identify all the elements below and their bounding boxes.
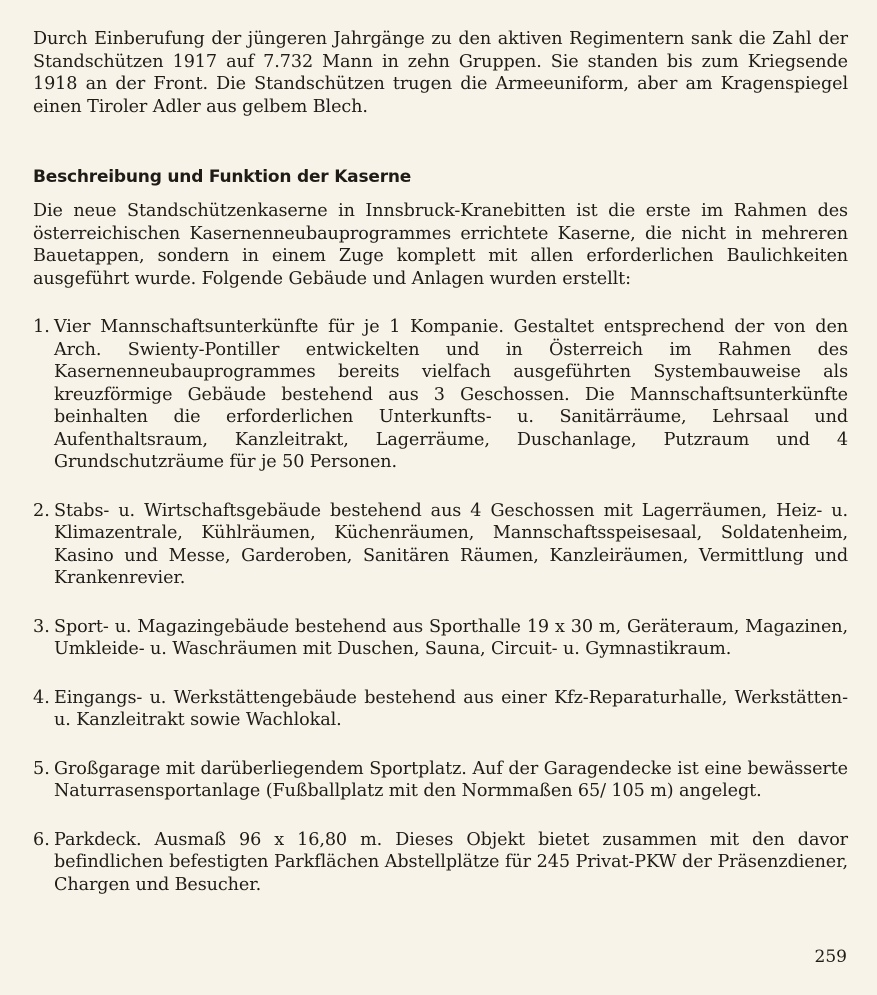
list-item-number: 3. [33, 616, 50, 637]
list-item-text: Parkdeck. Ausmaß 96 x 16,80 m. Dieses Objekt bietet zusammen mit den davor befindlichen befestigten Parkflächen Abstellplätze für 245 Privat-PKW der Präsenzdiener, Chargen und Besucher. [54, 829, 848, 895]
list-item-number: 5. [33, 758, 50, 779]
list-item [33, 500, 848, 590]
section-paragraph: Die neue Standschützenkaserne in Innsbruck-Kranebitten ist die erste im Rahmen des österreichischen Kasernenneubauprogrammes errichtete Kaserne, die nicht in mehreren Bauetappen, sondern in einem Zuge komplett mit allen erforderlichen Baulichkeiten ausgeführt wurde. Folgende Gebäude und Anlagen wurden erstellt: [33, 201, 848, 289]
intro-paragraph: Durch Einberufung der jüngeren Jahrgänge zu den aktiven Regimentern sank die Zahl der Standschützen 1917 auf 7.732 Mann in zehn Gruppen. Sie standen bis zum Kriegsende 1918 an der Front. Die Standschützen trugen die Armeeuniform, aber am Kragenspiegel einen Tiroler Adler aus gelbem Blech. [33, 29, 848, 117]
list-item [33, 687, 848, 732]
list-item-number: 6. [33, 829, 50, 850]
list-item-text: Großgarage mit darüberliegendem Sportplatz. Auf der Garagendecke ist eine bewässerte Naturrasensportanlage (Fußballplatz mit den Normmaßen 65/ 105 m) angelegt. [54, 758, 848, 801]
list-item [33, 616, 848, 661]
list-item [33, 758, 848, 803]
list-item [33, 829, 848, 897]
list-item-text: Stabs- u. Wirtschaftsgebäude bestehend aus 4 Geschossen mit Lagerräumen, Heiz- u. Klimazentrale, Kühlräumen, Küchenräumen, Mannschaftsspeisesaal, Soldatenheim, Kasino und Messe, Garderoben, Sanitären Räumen, Kanzleiräumen, Vermittlung und Krankenrevier. [54, 500, 848, 588]
page-number: 259 [814, 947, 847, 967]
facility-list [33, 316, 848, 896]
page-content [33, 28, 848, 922]
list-item-number: 4. [33, 687, 50, 708]
list-item-text: Eingangs- u. Werkstättengebäude bestehend aus einer Kfz-Reparaturhalle, Werkstätten- u. Kanzleitrakt sowie Wachlokal. [54, 687, 848, 730]
list-item [33, 316, 848, 474]
list-item-number: 1. [33, 317, 50, 337]
list-item-text: Vier Mannschaftsunterkünfte für je 1 Kompanie. Gestaltet entsprechend der von den Arch. Swienty-Pontiller entwickelten und in Österreich im Rahmen des Kasernenneubauprogrammes bereits vielfach ausgeführten Systembauweise als kreuzförmige Gebäude bestehend aus 3 Geschossen. Die Mannschaftsunterkünfte beinhalten die erforderlichen Unterkunfts- u. Sanitärräume, Lehrsaal und Aufenthaltsraum, Kanzleitrakt, Lagerräume, Duschanlage, Putzraum und 4 Grundschutzräume für je 50 Personen. [54, 317, 848, 472]
list-item-text: Sport- u. Magazingebäude bestehend aus Sporthalle 19 x 30 m, Geräteraum, Magazinen, Umkleide- u. Waschräumen mit Duschen, Sauna, Circuit- u. Gymnastikraum. [54, 616, 848, 659]
section-heading: Beschreibung und Funktion der Kaserne [33, 167, 412, 187]
list-item-number: 2. [33, 500, 50, 521]
